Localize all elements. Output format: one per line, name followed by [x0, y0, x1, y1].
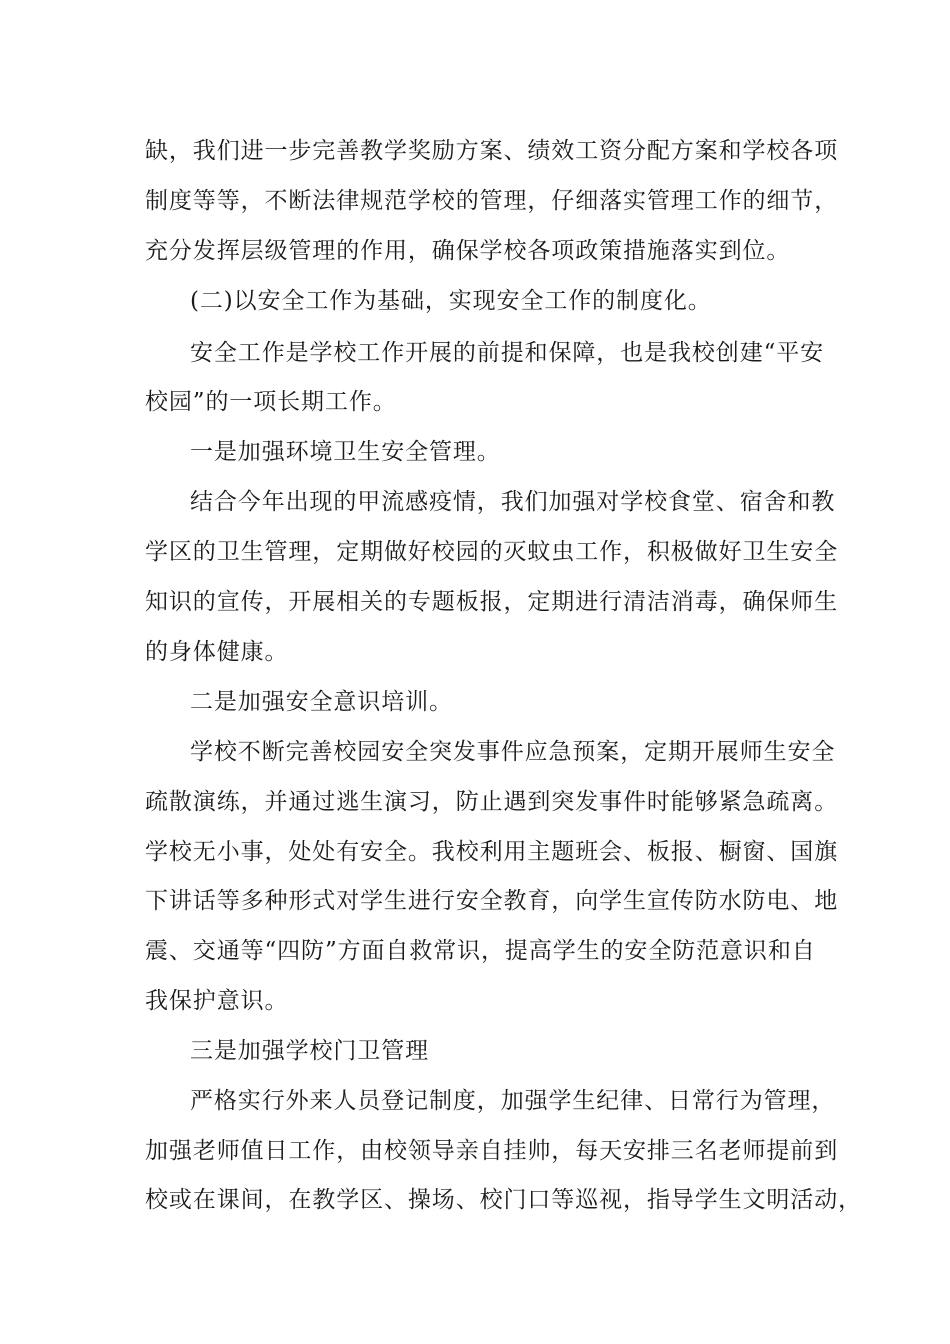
section-heading: (二)以安全工作为基础，实现安全工作的制度化。 [190, 288, 712, 314]
text-line: 知识的宣传，开展相关的专题板报，定期进行清洁消毒，确保师生 [145, 589, 839, 615]
text-line: 严格实行外来人员登记制度，加强学生纪律、日常行为管理， [190, 1088, 836, 1114]
text-line: 结合今年出现的甲流感疫情，我们加强对学校食堂、宿舍和教 [190, 489, 836, 515]
text-line: 校园”的一项长期工作。 [145, 389, 397, 415]
text-line: 疏散演练，并通过逃生演习，防止遇到突发事件时能够紧急疏离。 [145, 789, 839, 815]
subheading: 三是加强学校门卫管理 [190, 1038, 429, 1064]
text-line: 震、交通等“四防”方面自救常识，提高学生的安全防范意识和自 [145, 938, 816, 964]
text-line: 学校不断完善校园安全突发事件应急预案，定期开展师生安全 [190, 739, 836, 765]
text-line: 下讲话等多种形式对学生进行安全教育，向学生宣传防水防电、地 [145, 888, 839, 914]
text-line: 的身体健康。 [145, 639, 289, 665]
text-line: 加强老师值日工作，由校领导亲自挂帅，每天安排三名老师提前到 [145, 1138, 839, 1164]
text-line: 我保护意识。 [145, 988, 289, 1014]
subheading: 二是加强安全意识培训。 [190, 689, 453, 715]
text-line: 学区的卫生管理，定期做好校园的灭蚊虫工作，积极做好卫生安全 [145, 539, 839, 565]
text-line: 缺，我们进一步完善教学奖励方案、绩效工资分配方案和学校各项 [145, 138, 839, 164]
text-line: 学校无小事，处处有安全。我校利用主题班会、板报、橱窗、国旗 [145, 839, 839, 865]
text-line: 校或在课间，在教学区、操场、校门口等巡视，指导学生文明活动， [145, 1187, 862, 1213]
text-line: 安全工作是学校工作开展的前提和保障，也是我校创建“平安 [190, 340, 825, 366]
subheading: 一是加强环境卫生安全管理。 [190, 439, 501, 465]
text-line: 充分发挥层级管理的作用，确保学校各项政策措施落实到位。 [145, 238, 791, 264]
text-line: 制度等等，不断法律规范学校的管理，仔细落实管理工作的细节， [145, 188, 839, 214]
